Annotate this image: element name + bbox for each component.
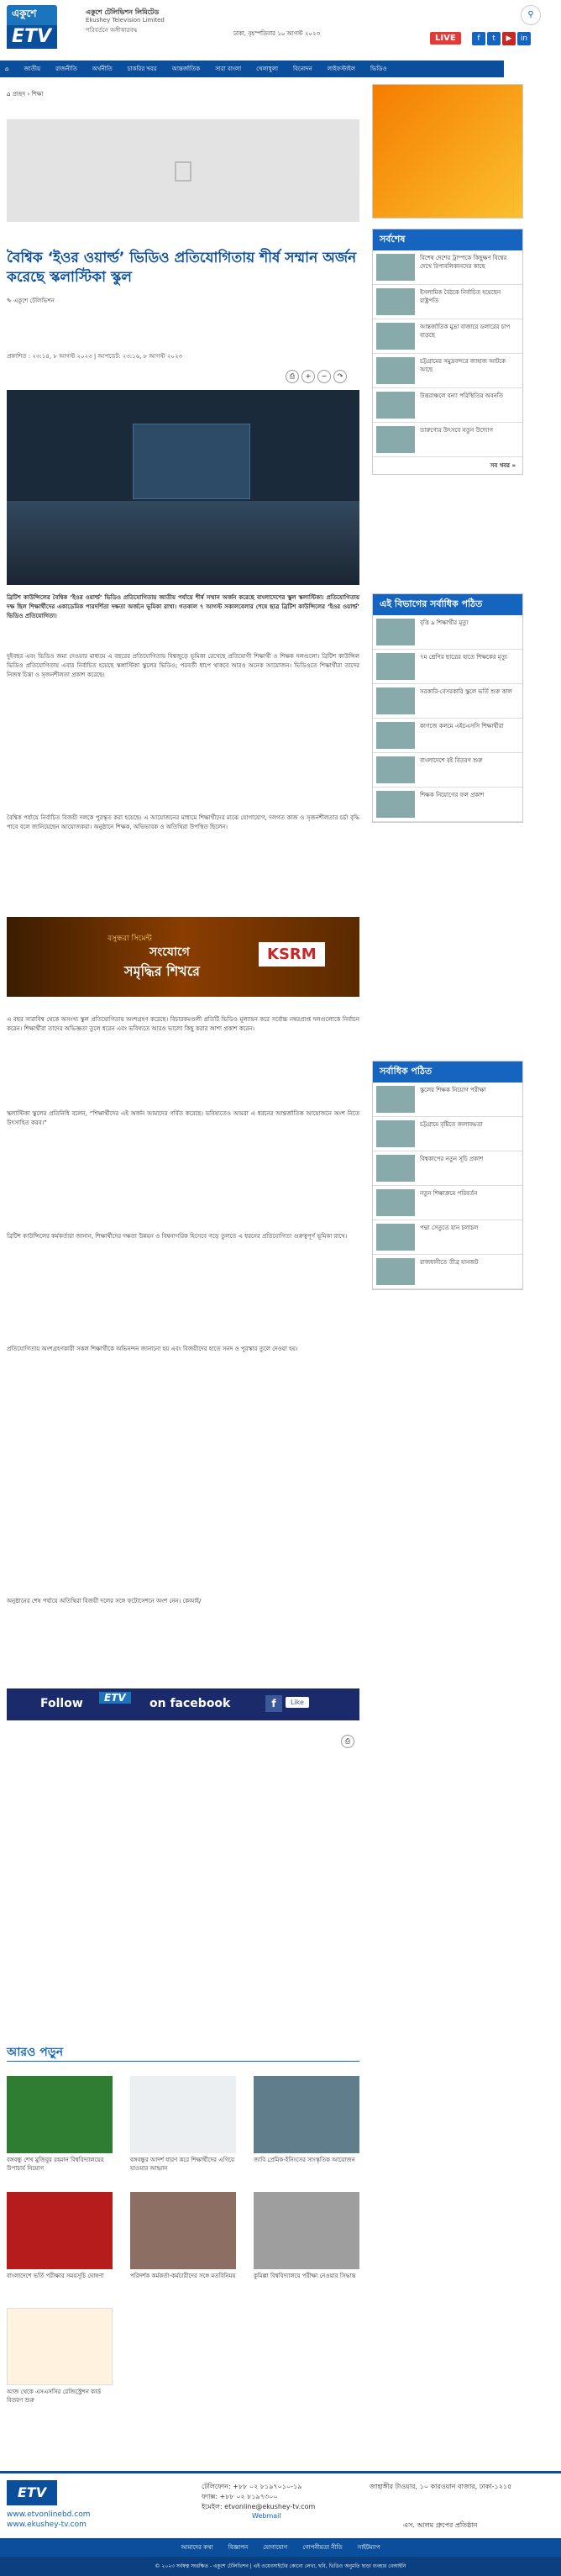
linkedin-icon[interactable]: in: [517, 32, 531, 45]
related-section-title: আরও পড়ুন: [7, 2046, 64, 2059]
list-item[interactable]: তারুণ্যের উৎসবে নতুন উদ্যোগ: [373, 423, 522, 457]
footer-owner: এস. আলম গ্রুপের প্রতিষ্ঠান: [403, 2521, 478, 2529]
company-name-bn: একুশে টেলিভিশন লিমিটেড: [86, 8, 160, 16]
fb-on-facebook-text: on facebook: [149, 1697, 231, 1710]
footer-logo[interactable]: ETV: [7, 2480, 57, 2505]
reporter-name[interactable]: একুশে টেলিভিশন: [13, 298, 55, 304]
footer-link[interactable]: যোগাযোগ: [263, 2544, 288, 2551]
breadcrumb-separator: ›: [27, 91, 30, 97]
related-card[interactable]: জাবি প্রেমিক-ইনিংসের সাংস্কৃতিক আয়োজন: [254, 2076, 359, 2164]
article-paragraph: প্রতিযোগিতায় অংশগ্রহণকারী সকল শিক্ষার্থীকে অভিনন্দন জানানো হয় এবং বিজয়ীদের হাতে সনদ ও পুরস্কার তুলে দেওয়া হয়।: [7, 1346, 298, 1352]
nav-item[interactable]: লাইফস্টাইল: [327, 66, 356, 72]
twitter-icon[interactable]: t: [487, 32, 501, 45]
header-date: ঢাকা, বৃহস্পতিবার ১০ আগস্ট ২০২৩: [233, 30, 321, 37]
list-item[interactable]: পদ্মা সেতুতে যান চলাচল: [373, 1220, 522, 1255]
breadcrumb-section[interactable]: শিক্ষা: [31, 91, 44, 97]
related-card[interactable]: বাংলাদেশে ভর্তি পরীক্ষার সময়সূচি ঘোষণা: [7, 2192, 113, 2280]
list-item[interactable]: বৃত্তি ৯ শিক্ষার্থীর মৃত্যু: [373, 615, 522, 650]
nav-item[interactable]: অর্থনীতি: [92, 66, 113, 72]
publish-date: প্রকাশিত : ২৩:১৪, ৮ আগস্ট ২০২৩ | আপডেট: ২৩:১৬, ৮ আগস্ট ২০২৩: [7, 353, 183, 360]
article-paragraph: স্কলাস্টিকা স্কুলের প্রতিনিধি বলেন, “শিক্ষার্থীদের এই অর্জন আমাদের গর্বিত করেছে। ভবিষ্যতেও আমরা এ ধরনের আন্তর্জাতিক আয়োজনে অংশ নিতে উৎসাহিত করব।”: [7, 1110, 359, 1126]
list-item[interactable]: সরকারি-বেসরকারি স্কুলে ভর্তি শুরু কাল: [373, 684, 522, 719]
list-item[interactable]: ইসলামিক বৈঠকে নির্বাচিত হয়েছেন রাষ্ট্রপতি: [373, 285, 522, 319]
live-button[interactable]: LIVE: [430, 32, 461, 45]
section-title: সর্বাধিক পঠিত: [373, 1061, 522, 1083]
nav-item[interactable]: জাতীয়: [24, 66, 41, 72]
print-icon[interactable]: ⎙: [286, 370, 299, 383]
ad-line1: বসুন্ধরা সিমেন্ট: [107, 935, 152, 943]
reporter-icon: ✎: [7, 298, 14, 304]
related-card[interactable]: পরিদর্শক কর্মকর্তা-কর্মচারীদের সঙ্গে মতবিনিময়: [130, 2192, 236, 2280]
footer-address: জাহাঙ্গীর টাওয়ার, ১০ কারওয়ান বাজার, ঢাকা-১২১৫: [370, 2483, 512, 2490]
facebook-icon: f: [265, 1695, 282, 1712]
list-item[interactable]: কাগজে কলমে এইচএসসি শিক্ষার্থীরা: [373, 719, 522, 753]
list-item[interactable]: রাজধানীতে তীব্র যানজট: [373, 1255, 522, 1289]
breadcrumb-home[interactable]: প্রচ্ছদ: [12, 91, 26, 97]
sidebar-popular: [372, 593, 523, 823]
article-paragraph: বৈশ্বিক পর্যায়ে নির্বাচিত বিজয়ী দলকে পুরস্কৃত করা হয়েছে। এ আয়োজনের মাধ্যমে শিক্ষার্থীদের মাঝে যোগাযোগ, দলগত কাজ ও সৃজনশীলতার চর্চা বৃদ্ধি পাবে বলে জানিয়েছেন আয়োজকরা। অনুষ্ঠানে শিক্ষক, অভিভাবক ও অতিথিরা উপস্থিত ছিলেন।: [7, 814, 359, 830]
nav-item[interactable]: চাকরির খবর: [127, 66, 157, 72]
list-item[interactable]: উত্তরাঞ্চলে বন্যা পরিস্থিতির অবনতি: [373, 388, 522, 423]
photo-backdrop: [133, 424, 250, 499]
footer-copyright: © ২০২৩ সর্বস্বত্ব সংরক্ষিত - একুশে টেলিভিশন | এই ওয়েবসাইটের কোনো লেখা, ছবি, ভিডিও অনুমতি ছাড়া ব্যবহার বেআইনি: [0, 2557, 561, 2576]
youtube-icon[interactable]: ▶: [502, 32, 516, 45]
ad-line3: সমৃদ্ধির শিখরে: [124, 963, 200, 979]
footer-site-link[interactable]: www.ekushey-tv.com: [7, 2521, 87, 2529]
webmail-link[interactable]: Webmail: [252, 2512, 281, 2520]
list-item[interactable]: শিক্ষক নিয়োগের ফল প্রকাশ: [373, 788, 522, 822]
site-footer: [0, 2471, 561, 2576]
list-item[interactable]: ৭ম শ্রেণির ছাত্রের হাতে শিক্ষকের মৃত্যু: [373, 650, 522, 684]
home-icon[interactable]: ⌂: [7, 91, 11, 97]
photo-group: [7, 501, 359, 585]
ad-brand: KSRM: [259, 942, 325, 967]
nav-item[interactable]: খেলাধুলা: [256, 66, 278, 72]
footer-email[interactable]: ইমেইল: etvonline@ekushey-tv.com: [202, 2503, 316, 2510]
site-header: [0, 0, 561, 49]
article-paragraph: অনুষ্ঠানের শেষ পর্যায়ে অতিথিরা বিজয়ী দলের সঙ্গে ফটোসেশনে অংশ নেন। কেআই/: [7, 1598, 202, 1604]
fb-etv-logo: ETV: [99, 1692, 131, 1704]
section-title: সর্বশেষ: [373, 229, 522, 250]
related-card[interactable]: কুমিল্লা বিশ্ববিদ্যালয়ে পরীক্ষা নেওয়ার সিদ্ধান্ত: [254, 2192, 359, 2280]
article-photo: [7, 390, 359, 585]
nav-home-icon[interactable]: ⌂: [5, 66, 9, 72]
search-icon[interactable]: ⚲: [521, 5, 541, 25]
font-decrease-icon[interactable]: −: [317, 370, 331, 383]
sidebar-ad[interactable]: [372, 84, 523, 219]
section-title: এই বিভাগের সর্বাধিক পঠিত: [373, 594, 522, 615]
site-logo[interactable]: [7, 5, 81, 47]
font-increase-icon[interactable]: +: [301, 370, 315, 383]
list-item[interactable]: চট্টগ্রামের সমুদ্রবন্দরে জাহাজ আটকে আছে: [373, 354, 522, 388]
list-item[interactable]: আন্তর্জাতিক মুদ্রা বাজারে ডলারের চাপ বাড়ছে: [373, 319, 522, 354]
nav-item[interactable]: আন্তর্জাতিক: [171, 66, 201, 72]
article-paragraph: দুইবছর এবং ভিডিও জমা দেওয়ার মাধ্যমে এ বছরের প্রতিযোগিতায় বিশ্বজুড়ে ভূমিকা রেখেছে প্রতিযোগী শিক্ষার্থী ও শিক্ষক দলগুলো। ব্রিটিশ কাউন্সিল ভিডিও প্রতিযোগিতায় এবার নির্বাচিত হয়েছে স্কলাস্টিকা স্কুলের ভিডিও; পরবর্তী ধাপে থাকবে আরও অনেক আয়োজন। ভিডিওতে শিক্ষার্থীরা তাদের নিজস্ব চিন্তা ও সৃজনশীলতা প্রকাশ করেছে।: [7, 653, 359, 678]
main-nav: [0, 61, 504, 77]
article-paragraph: এ বছর সারাবিশ্ব থেকে অসংখ্য স্কুল প্রতিযোগিতায় অংশগ্রহণ করেছে। বিচারকমণ্ডলী প্রতিটি ভিডিও মূল্যায়ন করে সর্বোচ্চ নম্বরপ্রাপ্ত দলগুলোকে নির্বাচন করেন। শিক্ষার্থীরা তাদের অভিজ্ঞতা তুলে ধরেন এবং ভবিষ্যতে আরও ভালো কিছু করার আশা প্রকাশ করেন।: [7, 1016, 359, 1032]
tagline: পরিবর্তনে অঙ্গীকারবদ্ধ: [86, 27, 138, 34]
image-placeholder-icon: [175, 161, 191, 182]
breadcrumb: [7, 89, 43, 99]
list-item[interactable]: বিশেষ দেশের ট্রাম্পকে কিছুক্ষণ বিশ্বের দেখে রিপাবলিকানদের কাছে: [373, 250, 522, 285]
fb-like-button[interactable]: Like: [286, 1697, 309, 1708]
footer-link[interactable]: সাইটম্যাপ: [357, 2544, 380, 2551]
list-item[interactable]: নতুন শিক্ষাক্রমে পরিবর্তন: [373, 1186, 522, 1220]
facebook-icon[interactable]: f: [472, 32, 485, 45]
nav-item[interactable]: বিনোদন: [293, 66, 312, 72]
logo-top-text: একুশে: [7, 5, 57, 25]
sidebar-latest: [372, 229, 523, 475]
related-card[interactable]: বঙ্গবন্ধু শেখ মুজিবুর রহমান বিশ্ববিদ্যালয়ের উপাচার্য নিয়োগ: [7, 2076, 113, 2173]
ad-line2: সংযোগে: [149, 946, 190, 959]
print-icon[interactable]: ⎙: [341, 1735, 354, 1748]
article-lead: ব্রিটিশ কাউন্সিলের বৈশ্বিক ‘ইওর ওয়ার্ল্ড’ ভিডিও প্রতিযোগিতায় জাতীয় পর্যায়ে শীর্ষ সম্মান অর্জন করেছে বাংলাদেশের স্কুল স্কলাস্টিকা। প্রতিযোগিতায় দক্ষ ছিল শিক্ষার্থীদের একাডেমিক পারদর্শিতা দক্ষতা অর্জনে ভূমিকা রাখা। গতকাল ৭ আগস্ট সকালবেলার শেষে ছাত্র ব্রিটিশ কাউন্সিলের ‘ইওর ওয়ার্ল্ড’ ভিডিও প্রতিযোগিতা।: [7, 594, 359, 619]
nav-item[interactable]: ভিডিও: [370, 66, 387, 72]
article-paragraph: ব্রিটিশ কাউন্সিলের কর্মকর্তারা জানান, শিক্ষার্থীদের দক্ষতা উন্নয়ন ও বিশ্বনাগরিক হিসেবে গড়ে তুলতে এ ধরনের প্রতিযোগিতা গুরুত্বপূর্ণ ভূমিকা রাখে।: [7, 1233, 348, 1240]
footer-nav: [0, 2538, 561, 2557]
article-title: বৈশ্বিক ‘ইওর ওয়ার্ল্ড’ ভিডিও প্রতিযোগিতায় শীর্ষ সম্মান অর্জন করেছে স্কলাস্টিকা স্কুল: [7, 250, 357, 286]
company-name-en: Ekushey Television Limited: [86, 17, 165, 24]
list-item[interactable]: বিশ্বকাপের নতুন সূচি প্রকাশ: [373, 1151, 522, 1186]
ad-placeholder: [7, 119, 359, 222]
related-card[interactable]: বঙ্গবন্ধুর আদর্শ ধারণ করে শিক্ষার্থীদের এগিয়ে যাওয়ার আহ্বান: [130, 2076, 236, 2173]
list-item[interactable]: চট্টগ্রামে বৃষ্টিতে জলাবদ্ধতা: [373, 1117, 522, 1151]
list-item[interactable]: বাংলাদেশে বই বিতরণ শুরু: [373, 753, 522, 788]
nav-item[interactable]: সারা বাংলা: [215, 66, 242, 72]
sidebar-most-read: [372, 1061, 523, 1290]
list-item[interactable]: স্কুলের শিক্ষক নিয়োগ পরীক্ষা: [373, 1083, 522, 1117]
article-tools: [286, 370, 347, 383]
facebook-follow-banner[interactable]: [7, 1688, 359, 1720]
related-card[interactable]: আজ থেকে এসএসসির রেজিস্ট্রেশন কার্ড বিতরণ শুরু: [7, 2308, 113, 2405]
nav-item[interactable]: রাজনীতি: [55, 66, 77, 72]
more-news-link[interactable]: সব খবর »: [490, 462, 516, 469]
reporter: [7, 296, 55, 306]
footer-link[interactable]: বিজ্ঞাপন: [228, 2544, 249, 2551]
footer-link[interactable]: গোপনীয়তা নীতি: [302, 2544, 343, 2551]
footer-link[interactable]: আমাদের কথা: [181, 2544, 213, 2551]
share-icon[interactable]: ↷: [333, 370, 347, 383]
footer-fax: ফ্যাক্স: +৮৮ ০২ ৮১৯৭৩০০: [202, 2493, 278, 2500]
footer-site-link[interactable]: www.etvonlinebd.com: [7, 2510, 91, 2519]
logo-etv-text: ETV: [7, 25, 57, 49]
footer-phone: টেলিফোন: +৮৮ ০২ ৮১৯৭০১০-১৯: [202, 2483, 302, 2490]
ad-banner[interactable]: [7, 917, 359, 997]
fb-follow-text: Follow: [40, 1697, 83, 1710]
